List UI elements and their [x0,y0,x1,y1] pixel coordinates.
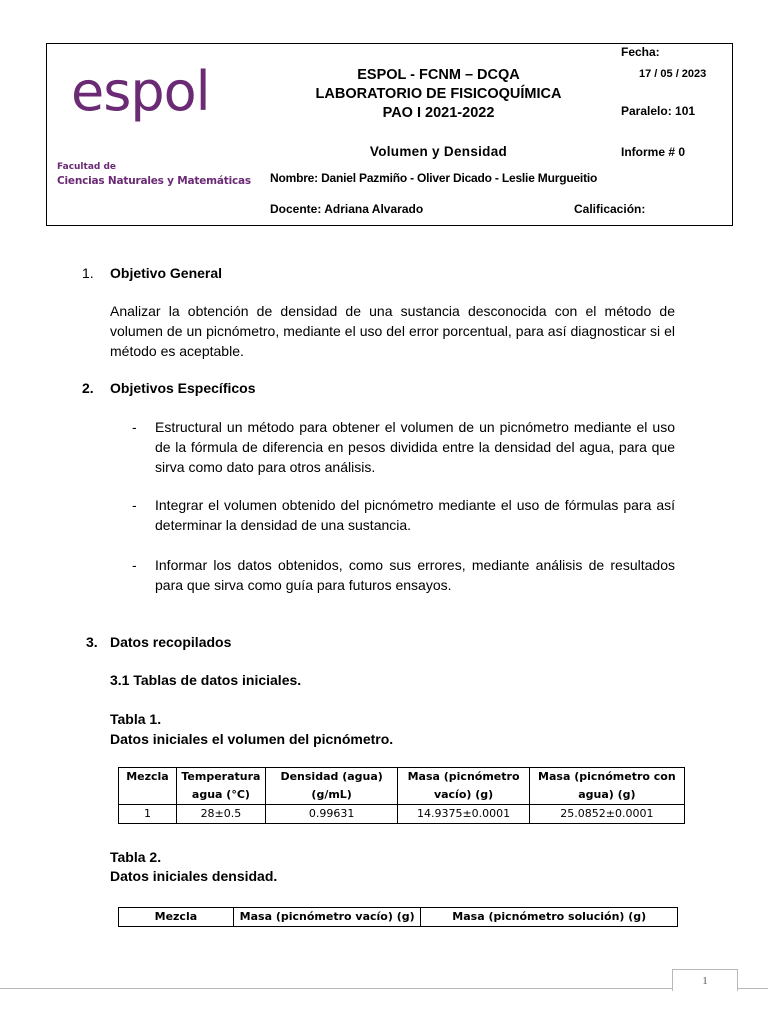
grade-field: Calificación: [574,202,646,216]
column-header: Temperatura agua (°C) [176,768,265,805]
column-header: Masa (picnómetro solución) (g) [421,908,678,927]
table-cell: 1 [119,805,177,824]
student-names: Nombre: Daniel Pazmiño - Oliver Dicado - Leslie Murgueitio [270,171,598,185]
subsection-3-1: 3.1 Tablas de datos iniciales. [110,672,302,688]
column-header: Mezcla [119,908,234,927]
column-header: Masa (picnómetro vacío) (g) [233,908,421,927]
lab-title [262,44,615,140]
table-header-row [119,908,678,927]
table-cell: 25.0852±0.0001 [529,805,684,824]
table-row [119,805,685,824]
tabla-1-label: Tabla 1. [110,711,162,727]
objetivo-general-text: Analizar la obtención de densidad de una sustancia desconocida con el método de volumen de un picnómetro, mediante el uso del error porcentual, para así diagnosticar si el método es aceptable. [110,303,675,359]
fecha-label: Fecha: [621,45,660,59]
table-cell: 0.99631 [265,805,397,824]
tabla-1 [118,767,685,824]
tabla-2 [118,907,678,927]
espol-logo [71,60,239,130]
faculty-name: Facultad de Ciencias Naturales y Matemáticas [57,162,251,187]
informe-number: Informe # 0 [621,145,686,159]
tabla-2-caption: Datos iniciales densidad. [110,868,278,884]
column-header: Masa (picnómetro con agua) (g) [529,768,684,805]
report-topic: Volumen y Densidad [369,144,508,159]
paralelo: Paralelo: 101 [621,104,696,118]
table-header-row [119,768,685,805]
fecha-cell [615,44,734,99]
table-cell: 28±0.5 [176,805,265,824]
title-line-1: ESPOL - FCNM – DCQA [357,67,520,83]
title-line-3: PAO I 2021-2022 [382,105,495,121]
svg-text:espol: espol [71,60,210,123]
logo-cell [47,44,262,227]
footer-line [738,988,768,989]
column-header: Mezcla [119,768,177,805]
header-table [46,43,733,226]
page-number: 1 [672,969,738,991]
footer-line [0,988,672,989]
table-cell: 14.9375±0.0001 [398,805,529,824]
title-line-2: LABORATORIO DE FISICOQUÍMICA [315,86,562,102]
fecha-value: 17 / 05 / 2023 [639,68,707,80]
tabla-2-label: Tabla 2. [110,849,162,865]
column-header: Masa (picnómetro vacío) (g) [398,768,529,805]
tabla-1-caption: Datos iniciales el volumen del picnómetro. [110,731,394,747]
teacher-name: Docente: Adriana Alvarado [270,202,424,216]
column-header: Densidad (agua) (g/mL) [265,768,397,805]
